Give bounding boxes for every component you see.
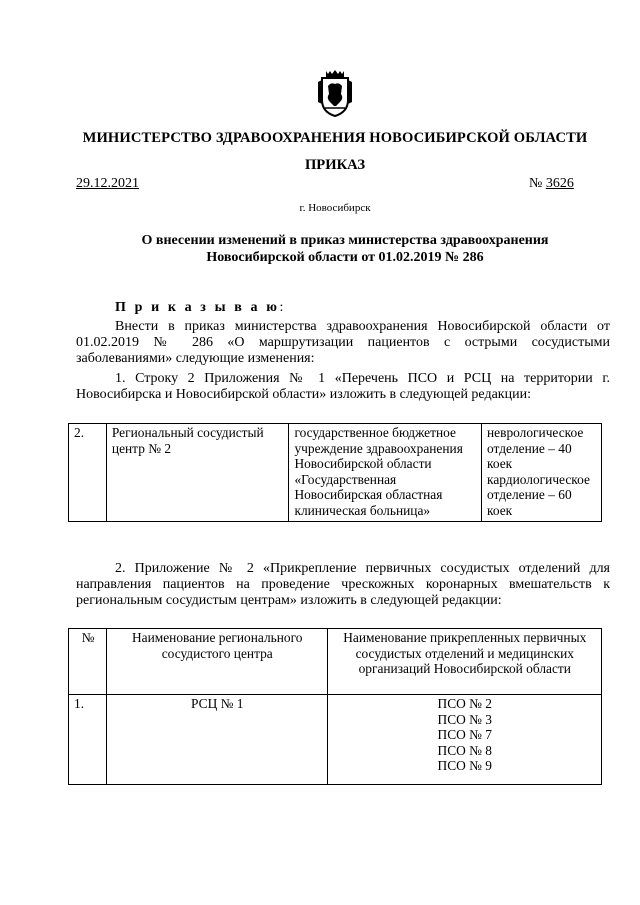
table2-attached-cell [327,695,601,785]
item-2-paragraph: 2. Приложение № 2 «Прикрепление первичных сосудистых отделений для направления пациентов на проведение чрескожных коронарных вмешательств к региональным сосудистым центрам» изложить в следующей редакции: [76,561,610,609]
table2-center-cell: РСЦ № 1 [106,695,327,785]
order-number-value: 3626 [545,176,574,191]
table2-header-attached: Наименование прикрепленных первичных сосудистых отделений и медицинских организаций Новосибирской области [327,629,601,695]
attached-item: ПСО № 8 [437,742,492,758]
attached-item: ПСО № 7 [437,727,492,743]
attached-item: ПСО № 2 [437,696,492,711]
table-header-row [69,629,602,695]
attached-item: ПСО № 9 [437,758,492,774]
table-psc-list [68,423,602,522]
table2-header-num: № [69,629,107,695]
table-attachment [68,628,602,785]
table1-name-cell: Региональный сосудистый центр № 2 [106,424,289,522]
order-title-line-1: О внесении изменений в приказ министерства здравоохранения [141,233,549,248]
table1-institution-cell: государственное бюджетное учреждение здравоохранения Новосибирской области «Государственная Новосибирская областная клиническая больница» [289,424,482,522]
city-label: г. Новосибирск [299,202,371,214]
table-row [69,424,602,522]
table-row [69,695,602,785]
document-type: ПРИКАЗ [304,157,366,173]
attached-item: ПСО № 3 [437,711,492,727]
order-date: 29.12.2021 [76,176,139,191]
ministry-name: МИНИСТЕРСТВО ЗДРАВООХРАНЕНИЯ НОВОСИБИРСКОЙ ОБЛАСТИ [82,130,588,146]
prikazyvau-colon: : [279,300,284,315]
prikazyvau-line [76,300,610,316]
prikazyvau-label: П р и к а з ы в а ю [115,300,280,315]
intro-paragraph: Внести в приказ министерства здравоохранения Новосибирской области от 01.02.2019 № 286 «О маршрутизации пациентов с острыми сосудистыми заболеваниями» следующие изменения: [76,319,610,367]
table2-header-center: Наименование регионального сосудистого центра [106,629,327,695]
order-title-line-2: Новосибирской области от 01.02.2019 № 286 [206,250,484,265]
order-number [529,176,574,192]
table1-num-cell: 2. [69,424,107,522]
table1-beds-cell: неврологическое отделение – 40 коек кардиологическое отделение – 60 коек [482,424,602,522]
coat-of-arms-icon [316,68,354,118]
order-title [100,232,590,266]
number-sign: № [529,176,543,191]
table2-num-cell: 1. [69,695,107,785]
item-1-paragraph: 1. Строку 2 Приложения № 1 «Перечень ПСО и РСЦ на территории г. Новосибирска и Новосибирской области» изложить в следующей редакции: [76,371,610,403]
